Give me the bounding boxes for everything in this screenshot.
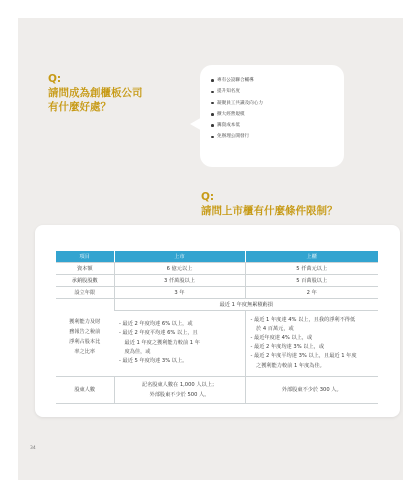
requirement-line: 之獲利能力較前 1 年度為佳。 [256, 362, 325, 369]
requirement-line: - 最近 2 年度均達 3% 以上，或 [250, 344, 325, 351]
shareholders-listed-line: 記名股東人數在 1,000 人以上； [141, 381, 218, 388]
question-2-heading [201, 190, 338, 218]
shareholders-otc: 外部股東不少於 300 人。 [245, 376, 378, 403]
listed-value: 3 年 [114, 286, 245, 298]
profit-listed-requirements [114, 310, 245, 376]
table-row [56, 376, 378, 403]
table-row [56, 286, 378, 298]
table-row [56, 262, 378, 274]
table-row [56, 274, 378, 286]
question-1-line-1: 請問成為創櫃板公司 [48, 87, 143, 99]
listed-value: 3 仟萬股以上 [114, 274, 245, 286]
benefits-speech-bubble [200, 65, 344, 167]
row-label: 設立年限 [56, 286, 114, 298]
profit-common-requirement: 最近 1 年度無累積虧損 [114, 298, 378, 310]
question-2-marker: Q: [201, 191, 215, 203]
table-row [56, 298, 378, 310]
benefit-item: 免辦理公開發行 [210, 131, 344, 142]
row-label: 承銷股股數 [56, 274, 114, 286]
profit-label-line: 率之比率 [74, 349, 96, 356]
question-1-heading [48, 72, 143, 114]
benefit-item: 提升知名度 [210, 86, 344, 97]
listed-value: 6 億元以上 [114, 262, 245, 274]
benefit-item: 專有公設聯合輔導 [210, 75, 344, 86]
header-listed: 上市 [114, 251, 245, 262]
table-header-row [56, 251, 378, 262]
requirement-line: 最近 1 年度之獲利能力較前 1 年 [124, 339, 200, 346]
requirement-line: 度為佳，或 [124, 348, 151, 355]
requirement-line: - 最近 2 年度平均達 3% 以上，且最近 1 年度 [250, 353, 357, 360]
profit-label-line: 務報告之稅前 [69, 329, 101, 336]
otc-value: 5 百萬股以上 [245, 274, 378, 286]
benefit-item: 籌資成本低 [210, 120, 344, 131]
requirement-line: - 最近 5 年度均達 3% 以上。 [119, 357, 188, 364]
header-item: 項目 [56, 251, 114, 262]
otc-value: 5 仟萬元以上 [245, 262, 378, 274]
benefits-list [200, 65, 344, 143]
profit-label-line: 淨利占股本比 [69, 339, 101, 346]
header-otc: 上櫃 [245, 251, 378, 262]
page-number: 34 [30, 446, 36, 451]
profit-row-label [56, 298, 114, 376]
question-2-line-1: 請問上市櫃有什麼條件限制？ [201, 205, 338, 217]
requirement-line: - 最近年度達 4% 以上，或 [250, 334, 313, 341]
requirement-line: - 最近 2 年度平均達 6% 以上，且 [119, 330, 198, 337]
listing-requirements-table [56, 251, 378, 404]
benefit-item: 擴大經營規模 [210, 109, 344, 120]
question-1-line-2: 有什麼好處？ [48, 101, 111, 113]
row-label: 股東人數 [56, 376, 114, 403]
benefit-item: 凝聚員工共識及向心力 [210, 98, 344, 109]
requirement-line: - 最近 2 年度均達 6% 以上，或 [119, 321, 193, 328]
requirement-line: - 最近 1 年度達 4% 以上，且我的淨利不得低 [250, 316, 356, 323]
profit-otc-requirements [245, 310, 378, 376]
question-1-marker: Q: [48, 73, 62, 85]
shareholders-listed [114, 376, 245, 403]
profit-label-line: 獲利能力及財 [69, 319, 101, 326]
otc-value: 2 年 [245, 286, 378, 298]
requirement-line: 於 4 百萬元，或 [256, 325, 294, 332]
row-label: 資本額 [56, 262, 114, 274]
shareholders-listed-line: 外部股東不少於 500 人。 [149, 391, 210, 398]
